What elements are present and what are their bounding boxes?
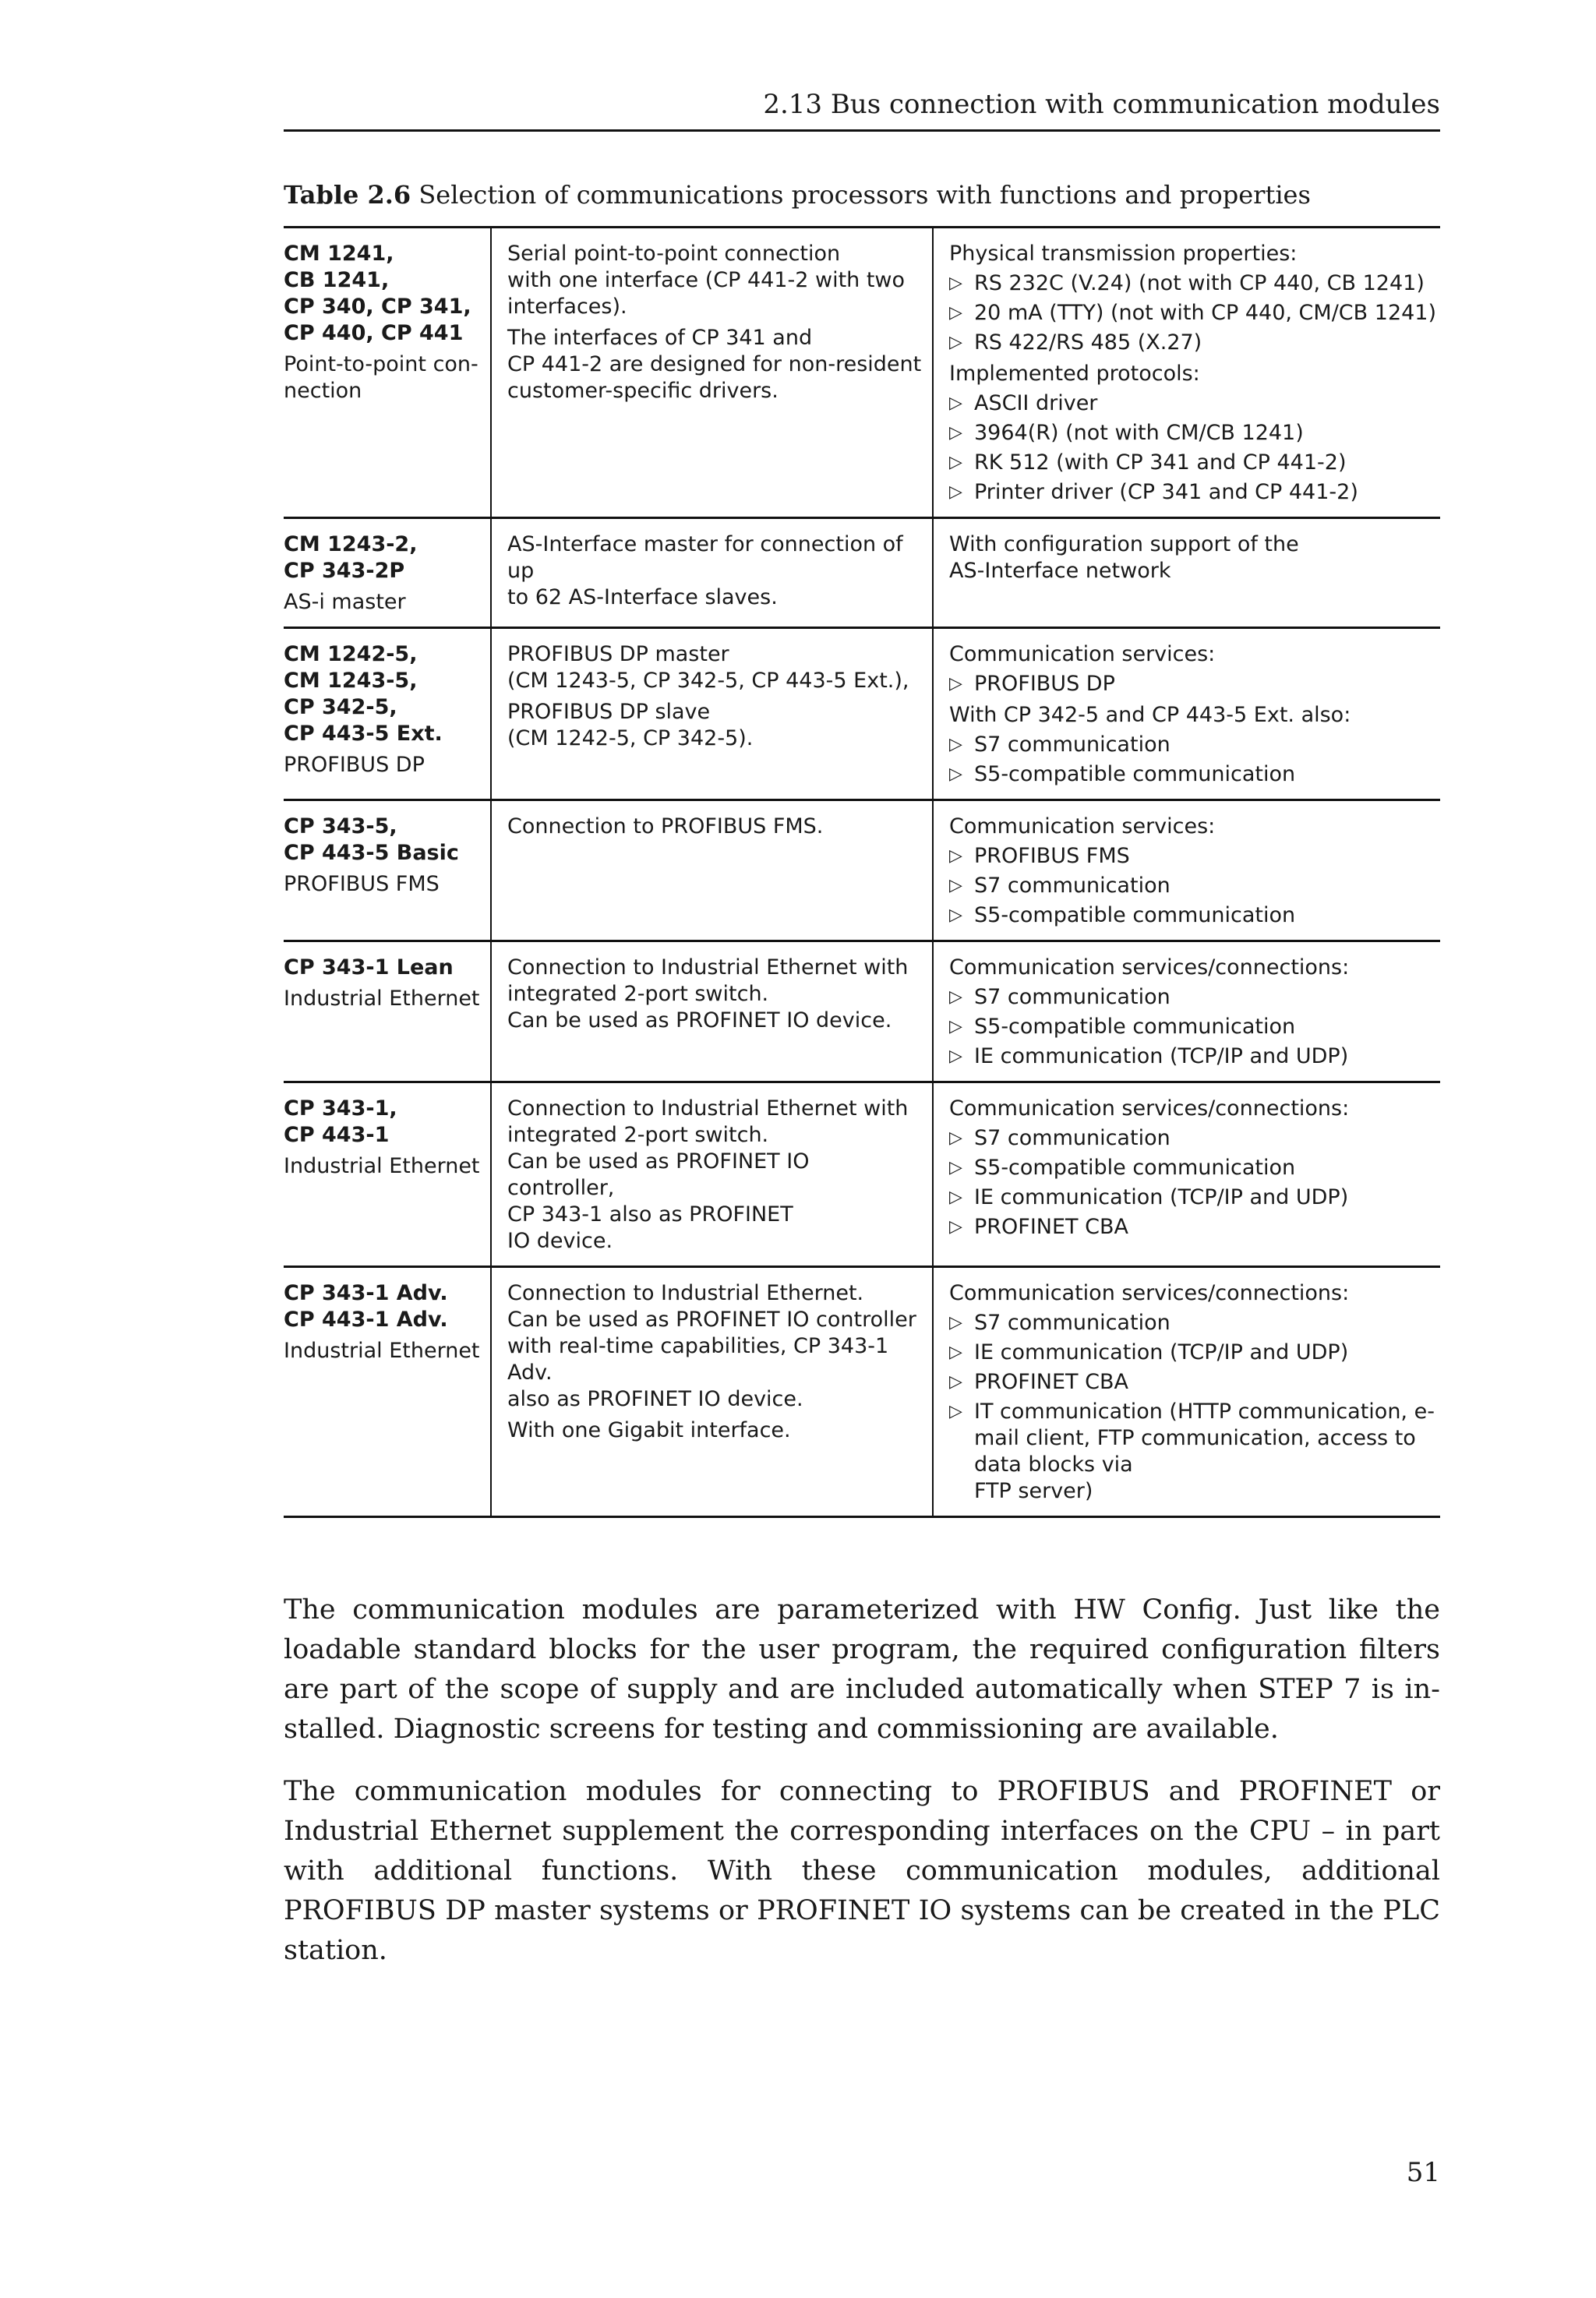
module-cell bbox=[284, 1268, 492, 1516]
description-cell bbox=[492, 629, 934, 799]
table-row bbox=[284, 801, 1440, 942]
description-line: The interfaces of CP 341 and bbox=[507, 326, 813, 350]
module-category: Industrial Ethernet bbox=[284, 1154, 480, 1178]
properties-cell bbox=[934, 629, 1440, 799]
description-cell bbox=[492, 942, 934, 1081]
bullet-triangle-icon: ▷ bbox=[949, 1313, 962, 1333]
property-bullet bbox=[949, 1125, 1440, 1152]
bullet-text: IE communication (TCP/IP and UDP) bbox=[974, 1185, 1349, 1209]
property-bullet bbox=[949, 902, 1440, 929]
description-cell bbox=[492, 519, 934, 627]
bullet-triangle-icon: ▷ bbox=[949, 876, 962, 895]
module-name: CP 443-1 bbox=[284, 1123, 390, 1147]
description-paragraph bbox=[507, 641, 923, 694]
table-row bbox=[284, 629, 1440, 801]
bullet-text: PROFIBUS DP bbox=[974, 672, 1115, 696]
body-paragraph-1: The communication modules are parameterized with HW Config. Just like the loadable standard blocks for the user program, the required configuration filters are part of the scope of supply and are included automatically when STEP 7 is installed. Diagnostic screens for testing and commissioning are available. bbox=[284, 1594, 1440, 1745]
bullet-triangle-icon: ▷ bbox=[949, 453, 962, 472]
property-bullet bbox=[949, 1043, 1440, 1070]
description-line: IO device. bbox=[507, 1229, 613, 1253]
module-name: CM 1242-5, bbox=[284, 642, 418, 666]
properties-cell bbox=[934, 942, 1440, 1081]
module-name: CP 443-1 Adv. bbox=[284, 1308, 448, 1332]
module-category: Point-to-point con-nection bbox=[284, 352, 478, 403]
bullet-text: FTP server) bbox=[974, 1479, 1093, 1503]
property-bullet bbox=[949, 300, 1440, 327]
properties-heading: Communication services: bbox=[949, 814, 1216, 838]
module-names bbox=[284, 955, 482, 981]
description-line: with real-time capabilities, CP 343-1 Adv. bbox=[507, 1334, 889, 1385]
property-bullet bbox=[949, 761, 1440, 788]
description-paragraph bbox=[507, 814, 923, 840]
properties-cell bbox=[934, 1268, 1440, 1516]
property-bullet bbox=[949, 450, 1440, 476]
property-bullet bbox=[949, 1214, 1440, 1241]
property-bullet bbox=[949, 270, 1440, 297]
module-names bbox=[284, 814, 482, 867]
description-line: Connection to PROFIBUS FMS. bbox=[507, 814, 824, 838]
property-bullet bbox=[949, 1340, 1440, 1366]
module-name: CM 1241, bbox=[284, 242, 394, 266]
bullet-text: S5-compatible communication bbox=[974, 762, 1296, 786]
description-line: to 62 AS-Interface slaves. bbox=[507, 585, 778, 609]
bullet-triangle-icon: ▷ bbox=[949, 482, 962, 502]
module-cell bbox=[284, 1083, 492, 1265]
property-bullet bbox=[949, 1369, 1440, 1396]
bullet-triangle-icon: ▷ bbox=[949, 1047, 962, 1066]
module-name: CP 440, CP 441 bbox=[284, 321, 464, 345]
bullet-text: S7 communication bbox=[974, 732, 1171, 757]
description-line: PROFIBUS DP slave bbox=[507, 700, 711, 724]
bullet-text: 20 mA (TTY) (not with CP 440, CM/CB 1241) bbox=[974, 301, 1437, 325]
description-line: Connection to Industrial Ethernet with bbox=[507, 1096, 909, 1121]
description-line: integrated 2-port switch. bbox=[507, 982, 769, 1006]
properties-cell bbox=[934, 519, 1440, 627]
bullet-triangle-icon: ▷ bbox=[949, 303, 962, 323]
bullet-triangle-icon: ▷ bbox=[949, 735, 962, 754]
description-line: CP 343-1 also as PROFINET bbox=[507, 1202, 793, 1227]
bullet-text: IT communication (HTTP communication, e- bbox=[974, 1400, 1435, 1424]
module-names bbox=[284, 531, 482, 584]
description-line: PROFIBUS DP master bbox=[507, 642, 729, 666]
module-name: CP 343-1, bbox=[284, 1096, 397, 1121]
module-name: CM 1243-5, bbox=[284, 669, 418, 693]
bullet-triangle-icon: ▷ bbox=[949, 1017, 962, 1036]
description-line: With one Gigabit interface. bbox=[507, 1418, 791, 1442]
module-names bbox=[284, 1096, 482, 1149]
bullet-triangle-icon: ▷ bbox=[949, 394, 962, 413]
module-category: Industrial Ethernet bbox=[284, 987, 480, 1011]
bullet-text: S5-compatible communication bbox=[974, 1015, 1296, 1039]
property-bullet bbox=[949, 479, 1440, 506]
module-name: CP 340, CP 341, bbox=[284, 295, 471, 319]
description-cell bbox=[492, 1268, 934, 1516]
bullet-text: RS 232C (V.24) (not with CP 440, CB 1241) bbox=[974, 271, 1425, 295]
description-paragraph bbox=[507, 325, 923, 404]
module-category: Industrial Ethernet bbox=[284, 1339, 480, 1363]
bullet-text: 3964(R) (not with CM/CB 1241) bbox=[974, 421, 1304, 445]
description-paragraph bbox=[507, 955, 923, 1034]
bullet-triangle-icon: ▷ bbox=[949, 674, 962, 694]
bullet-text: S5-compatible communication bbox=[974, 903, 1296, 927]
table-row bbox=[284, 1083, 1440, 1268]
description-cell bbox=[492, 228, 934, 517]
properties-heading: Communication services/connections: bbox=[949, 1096, 1350, 1121]
description-line: CP 441-2 are designed for non-resident bbox=[507, 352, 922, 376]
properties-heading: Physical transmission properties: bbox=[949, 242, 1298, 266]
description-line: integrated 2-port switch. bbox=[507, 1123, 769, 1147]
property-bullet bbox=[949, 1310, 1440, 1336]
description-line: with one interface (CP 441-2 with two bbox=[507, 268, 906, 292]
bullet-triangle-icon: ▷ bbox=[949, 764, 962, 784]
description-paragraph bbox=[507, 699, 923, 752]
header-rule bbox=[284, 129, 1440, 132]
running-head: 2.13 Bus connection with communication modules bbox=[763, 89, 1440, 120]
module-category: PROFIBUS FMS bbox=[284, 872, 440, 896]
property-bullet bbox=[949, 984, 1440, 1011]
bullet-text: ASCII driver bbox=[974, 391, 1098, 415]
property-bullet bbox=[949, 1014, 1440, 1040]
module-category: PROFIBUS DP bbox=[284, 753, 425, 777]
bullet-triangle-icon: ▷ bbox=[949, 1343, 962, 1362]
description-line: (CM 1243-5, CP 342-5, CP 443-5 Ext.), bbox=[507, 669, 909, 693]
module-cell bbox=[284, 942, 492, 1081]
bullet-text: IE communication (TCP/IP and UDP) bbox=[974, 1340, 1349, 1364]
property-bullet bbox=[949, 330, 1440, 356]
property-bullet bbox=[949, 1155, 1440, 1181]
bullet-text: S7 communication bbox=[974, 1311, 1171, 1335]
bullet-text: S7 communication bbox=[974, 1126, 1171, 1150]
properties-heading: With configuration support of the bbox=[949, 532, 1299, 556]
properties-heading: Communication services/connections: bbox=[949, 955, 1350, 980]
properties-heading: Implemented protocols: bbox=[949, 362, 1200, 386]
bullet-text: PROFINET CBA bbox=[974, 1370, 1128, 1394]
description-cell bbox=[492, 1083, 934, 1265]
bullet-text: S7 communication bbox=[974, 985, 1171, 1009]
table-row bbox=[284, 519, 1440, 629]
properties-heading: Communication services/connections: bbox=[949, 1281, 1350, 1305]
table-row bbox=[284, 228, 1440, 519]
description-cell bbox=[492, 801, 934, 940]
body-paragraph-2: The communication modules for connecting to PROFIBUS and PROFINET or Industrial Ethernet supplement the corresponding interfaces on the CPU – in part with additional functions. With these communication modules, additional PROFIBUS DP master systems or PROFINET IO systems can be created in the PLC station. bbox=[284, 1776, 1440, 1966]
description-line: interfaces). bbox=[507, 295, 627, 319]
property-bullet bbox=[949, 1399, 1440, 1505]
module-name: CP 343-1 Adv. bbox=[284, 1281, 448, 1305]
bullet-text: mail client, FTP communication, access to bbox=[974, 1426, 1416, 1450]
module-cell bbox=[284, 629, 492, 799]
description-paragraph bbox=[507, 531, 923, 611]
bullet-text: data blocks via bbox=[974, 1453, 1133, 1477]
property-bullet bbox=[949, 420, 1440, 447]
description-line: Connection to Industrial Ethernet with bbox=[507, 955, 909, 980]
module-name: CP 343-2P bbox=[284, 559, 405, 583]
description-line: Can be used as PROFINET IO controller, bbox=[507, 1149, 810, 1200]
description-line: Can be used as PROFINET IO controller bbox=[507, 1308, 916, 1332]
table-caption bbox=[284, 178, 1440, 212]
bullet-triangle-icon: ▷ bbox=[949, 333, 962, 352]
table-caption-number: Table 2.6 bbox=[284, 180, 411, 210]
property-bullet bbox=[949, 732, 1440, 758]
bullet-triangle-icon: ▷ bbox=[949, 846, 962, 866]
module-cell bbox=[284, 519, 492, 627]
description-line: customer-specific drivers. bbox=[507, 379, 779, 403]
bullet-text: PROFINET CBA bbox=[974, 1215, 1128, 1239]
bullet-text: PROFIBUS FMS bbox=[974, 844, 1130, 868]
module-name: CM 1243-2, bbox=[284, 532, 418, 556]
bullet-triangle-icon: ▷ bbox=[949, 1128, 962, 1148]
bullet-triangle-icon: ▷ bbox=[949, 1372, 962, 1392]
module-name: CP 343-1 Lean bbox=[284, 955, 454, 980]
properties-heading: With CP 342-5 and CP 443-5 Ext. also: bbox=[949, 703, 1351, 727]
bullet-triangle-icon: ▷ bbox=[949, 1158, 962, 1177]
description-line: AS-Interface master for connection of up bbox=[507, 532, 903, 583]
properties-cell bbox=[934, 801, 1440, 940]
bullet-text: RS 422/RS 485 (X.27) bbox=[974, 330, 1202, 355]
description-line: Can be used as PROFINET IO device. bbox=[507, 1008, 892, 1033]
table-row bbox=[284, 1268, 1440, 1518]
property-bullet bbox=[949, 873, 1440, 899]
property-bullet bbox=[949, 671, 1440, 697]
module-name: CP 443-5 Ext. bbox=[284, 722, 443, 746]
module-name: CP 343-5, bbox=[284, 814, 397, 838]
description-line: also as PROFINET IO device. bbox=[507, 1387, 803, 1411]
communications-processor-table bbox=[284, 226, 1440, 1518]
module-names bbox=[284, 641, 482, 747]
bullet-triangle-icon: ▷ bbox=[949, 1188, 962, 1207]
bullet-triangle-icon: ▷ bbox=[949, 987, 962, 1007]
description-line: Connection to Industrial Ethernet. bbox=[507, 1281, 864, 1305]
description-paragraph bbox=[507, 1417, 923, 1444]
module-name: CP 443-5 Basic bbox=[284, 841, 459, 865]
table-row bbox=[284, 942, 1440, 1083]
description-line: Serial point-to-point connection bbox=[507, 242, 841, 266]
property-bullet bbox=[949, 1184, 1440, 1211]
table-caption-text: Selection of communications processors with functions and properties bbox=[418, 180, 1311, 210]
module-cell bbox=[284, 801, 492, 940]
module-category: AS-i master bbox=[284, 590, 406, 614]
property-bullet bbox=[949, 843, 1440, 870]
bullet-text: RK 512 (with CP 341 and CP 441-2) bbox=[974, 450, 1347, 475]
bullet-triangle-icon: ▷ bbox=[949, 1217, 962, 1237]
module-names bbox=[284, 241, 482, 347]
bullet-text: S7 communication bbox=[974, 874, 1171, 898]
properties-heading: AS-Interface network bbox=[949, 559, 1171, 583]
module-name: CB 1241, bbox=[284, 268, 390, 292]
description-paragraph bbox=[507, 241, 923, 320]
properties-cell bbox=[934, 1083, 1440, 1265]
properties-heading: Communication services: bbox=[949, 642, 1216, 666]
page-number: 51 bbox=[1406, 2157, 1440, 2188]
bullet-text: IE communication (TCP/IP and UDP) bbox=[974, 1044, 1349, 1068]
properties-cell bbox=[934, 228, 1440, 517]
bullet-triangle-icon: ▷ bbox=[949, 905, 962, 925]
module-name: CP 342-5, bbox=[284, 695, 397, 719]
description-line: (CM 1242-5, CP 342-5). bbox=[507, 726, 754, 750]
bullet-triangle-icon: ▷ bbox=[949, 1402, 962, 1421]
module-names bbox=[284, 1280, 482, 1333]
bullet-text: Printer driver (CP 341 and CP 441-2) bbox=[974, 480, 1358, 504]
bullet-triangle-icon: ▷ bbox=[949, 274, 962, 293]
bullet-text: S5-compatible communication bbox=[974, 1156, 1296, 1180]
property-bullet bbox=[949, 390, 1440, 417]
module-cell bbox=[284, 228, 492, 517]
description-paragraph bbox=[507, 1096, 923, 1255]
description-paragraph bbox=[507, 1280, 923, 1413]
bullet-triangle-icon: ▷ bbox=[949, 423, 962, 443]
